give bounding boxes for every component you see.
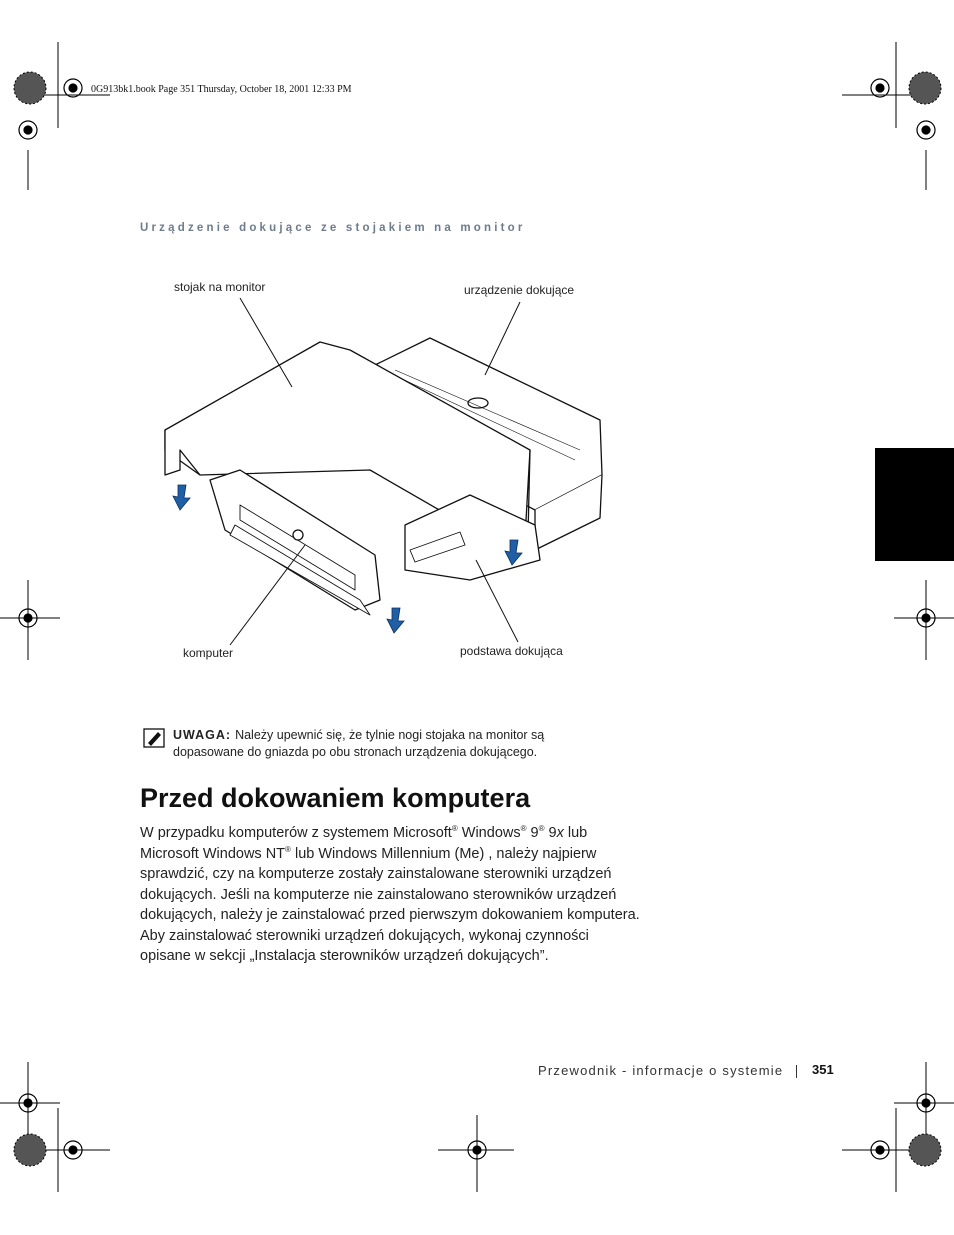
callout-computer: komputer (183, 646, 234, 660)
body-paragraph (140, 823, 640, 967)
docking-device-illustration (140, 270, 640, 690)
page-number: 351 (812, 1062, 834, 1077)
footer-title: Przewodnik - informacje o systemie (538, 1063, 784, 1078)
callout-monitor-stand: stojak na monitor (174, 280, 266, 294)
body-text: Windows (457, 825, 521, 841)
note-text: Należy upewnić się, że tylnie nogi stojaka na monitor są dopasowane do gniazda po obu stronach urządzenia dokującego. (173, 728, 545, 759)
registered-mark: ® (451, 824, 458, 834)
registered-mark: ® (538, 824, 545, 834)
note-pencil-icon (143, 728, 165, 748)
arrow-down-icon (387, 608, 404, 633)
chapter-tab-marker (875, 448, 954, 561)
callout-docking-device: urządzenie dokujące (464, 283, 575, 297)
book-header-line: 0G913bk1.book Page 351 Thursday, October 18, 2001 12:33 PM (91, 84, 352, 95)
registered-mark: ® (285, 844, 291, 854)
note-label: UWAGA: (173, 728, 232, 742)
docking-station-drawing (140, 270, 640, 690)
callout-docking-base: podstawa dokująca (460, 644, 563, 658)
power-button-icon (293, 530, 303, 540)
arrow-down-icon (173, 485, 190, 510)
registered-mark: ® (520, 824, 527, 834)
body-text: 9 (526, 825, 539, 841)
body-text: 9 (544, 825, 557, 841)
body-text: W przypadku komputerów z systemem Microsoft (140, 825, 452, 841)
body-text: lub Microsoft Windows NT (140, 825, 588, 862)
figure-section-label: Urządzenie dokujące ze stojakiem na monitor (140, 222, 526, 234)
note-block (173, 727, 593, 761)
body-text: lub Windows Millennium (Me) , należy najpierw sprawdzić, czy na komputerze zostały zainstalowane sterowniki urządzeń dokujących. Jeśli na komputerze nie zainstalowano sterowników urządzeń dokujących, należy je zainstalować przed pierwszym dokowaniem komputera. Aby zainstalować sterowniki urządzeń dokujących, wykonaj czynności opisane w sekcji „Instalacja sterowników urządzeń dokujących”. (140, 845, 640, 964)
footer-separator (796, 1065, 797, 1078)
body-text-italic: x (556, 825, 564, 841)
section-heading: Przed dokowaniem komputera (140, 783, 531, 813)
